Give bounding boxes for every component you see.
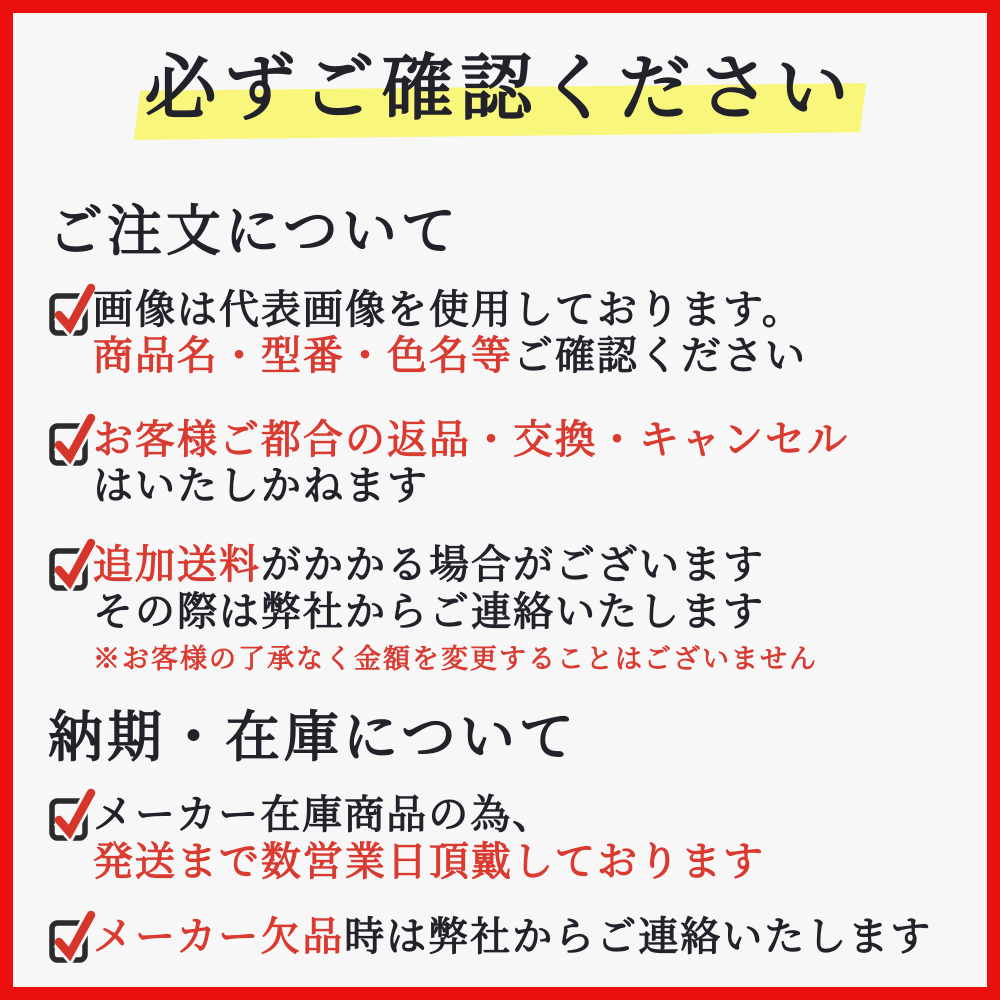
text-segment: はいたしかねます xyxy=(93,462,429,508)
text-segment: 発送まで数営業日頂戴しております xyxy=(93,838,765,884)
checkbox-check-icon xyxy=(48,414,93,466)
item-text xyxy=(93,792,765,885)
text-segment: 時は弊社からご連絡いたします xyxy=(344,913,933,959)
check-item-representative-image xyxy=(48,287,953,380)
item-line xyxy=(93,287,807,333)
check-item-maker-out-of-stock xyxy=(48,914,953,963)
item-line xyxy=(93,792,765,838)
text-segment: 追加送料 xyxy=(93,542,261,588)
checkbox-check-icon xyxy=(48,284,93,336)
page-title: 必ずご確認ください xyxy=(144,49,856,129)
item-line xyxy=(93,417,849,463)
item-text xyxy=(93,287,807,380)
text-segment: メーカー在庫商品の為、 xyxy=(93,792,555,838)
check-item-no-returns xyxy=(48,417,953,510)
item-text xyxy=(93,914,932,960)
text-segment: がかかる場合がございます xyxy=(261,542,765,588)
text-segment: お客様ご都合の返品・交換・キャンセル xyxy=(93,416,849,462)
section-heading-delivery-stock: 納期・在庫について xyxy=(48,707,578,769)
item-line xyxy=(93,333,807,379)
item-text xyxy=(93,417,849,510)
text-segment: メーカー欠品 xyxy=(93,913,345,959)
item-line xyxy=(93,839,765,885)
checkbox-check-icon xyxy=(48,789,93,841)
check-item-maker-stock xyxy=(48,792,953,885)
checkbox-check-icon xyxy=(48,911,93,963)
text-segment: 画像は代表画像を使用しております。 xyxy=(93,286,804,332)
footnote-no-price-change: ※お客様の了承なく金額を変更することはございません xyxy=(93,644,818,675)
item-text xyxy=(93,542,818,675)
text-segment: 商品名・型番・色名等 xyxy=(93,333,513,379)
notice-content xyxy=(13,203,987,963)
checkbox-check-icon xyxy=(48,539,93,591)
check-item-extra-shipping xyxy=(48,542,953,675)
item-line xyxy=(93,463,849,509)
item-line xyxy=(93,589,818,635)
item-line xyxy=(93,542,818,588)
title-block xyxy=(13,49,987,153)
text-segment: ご確認ください xyxy=(513,333,807,379)
text-segment: その際は弊社からご連絡いたします xyxy=(93,588,765,634)
item-line xyxy=(93,914,932,960)
section-heading-orders: ご注文について xyxy=(48,201,460,262)
